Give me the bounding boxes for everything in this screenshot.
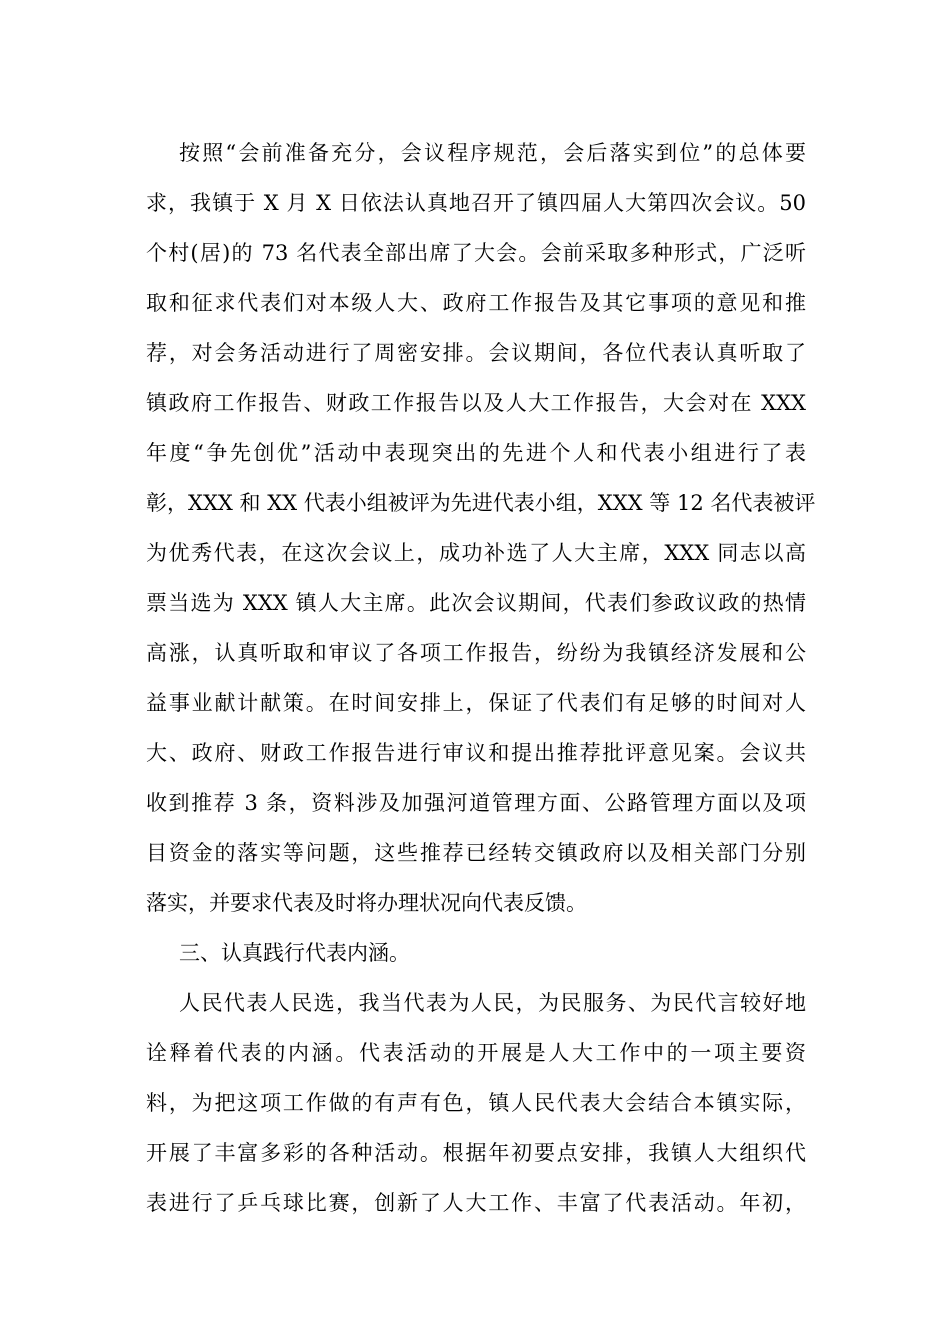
paragraph-line: 按照“会前准备充分，会议程序规范，会后落实到位”的总体要 [179, 141, 806, 165]
paragraph-line: 收到推荐 3 条，资料涉及加强河道管理方面、公路管理方面以及项 [146, 791, 806, 815]
paragraph-line: 票当选为 XXX 镇人大主席。此次会议期间，代表们参政议政的热情 [146, 591, 806, 615]
paragraph-line: 高涨，认真听取和审议了各项工作报告，纷纷为我镇经济发展和公 [146, 641, 806, 665]
document-body [146, 128, 816, 1228]
paragraph-line: 诠释着代表的内涵。代表活动的开展是人大工作中的一项主要资 [146, 1041, 806, 1065]
paragraph-line: 益事业献计献策。在时间安排上，保证了代表们有足够的时间对人 [146, 691, 806, 715]
paragraph-line: 表进行了乒乓球比赛，创新了人大工作、丰富了代表活动。年初， [146, 1191, 806, 1215]
paragraph-line: 求，我镇于 X 月 X 日依法认真地召开了镇四届人大第四次会议。50 [146, 191, 806, 215]
paragraph-line: 为优秀代表，在这次会议上，成功补选了人大主席，XXX 同志以高 [146, 541, 806, 565]
paragraph-line: 开展了丰富多彩的各种活动。根据年初要点安排，我镇人大组织代 [146, 1141, 806, 1165]
paragraph-line: 彰，XXX 和 XX 代表小组被评为先进代表小组，XXX 等 12 名代表被评 [146, 491, 816, 515]
paragraph-line: 料，为把这项工作做的有声有色，镇人民代表大会结合本镇实际， [146, 1091, 806, 1115]
paragraph-line: 大、政府、财政工作报告进行审议和提出推荐批评意见案。会议共 [146, 741, 806, 765]
paragraph-line: 荐，对会务活动进行了周密安排。会议期间，各位代表认真听取了 [146, 341, 806, 365]
section-heading: 三、认真践行代表内涵。 [179, 941, 410, 965]
paragraph-line: 个村(居)的 73 名代表全部出席了大会。会前采取多种形式，广泛听 [146, 241, 806, 265]
paragraph-line: 取和征求代表们对本级人大、政府工作报告及其它事项的意见和推 [146, 291, 806, 315]
paragraph-line: 镇政府工作报告、财政工作报告以及人大工作报告，大会对在 XXX [146, 391, 806, 415]
paragraph-line: 落实，并要求代表及时将办理状况向代表反馈。 [146, 891, 587, 915]
paragraph-line: 年度“争先创优”活动中表现突出的先进个人和代表小组进行了表 [146, 441, 806, 465]
paragraph-line: 目资金的落实等问题，这些推荐已经转交镇政府以及相关部门分别 [146, 841, 806, 865]
paragraph-line: 人民代表人民选，我当代表为人民，为民服务、为民代言较好地 [179, 991, 806, 1015]
